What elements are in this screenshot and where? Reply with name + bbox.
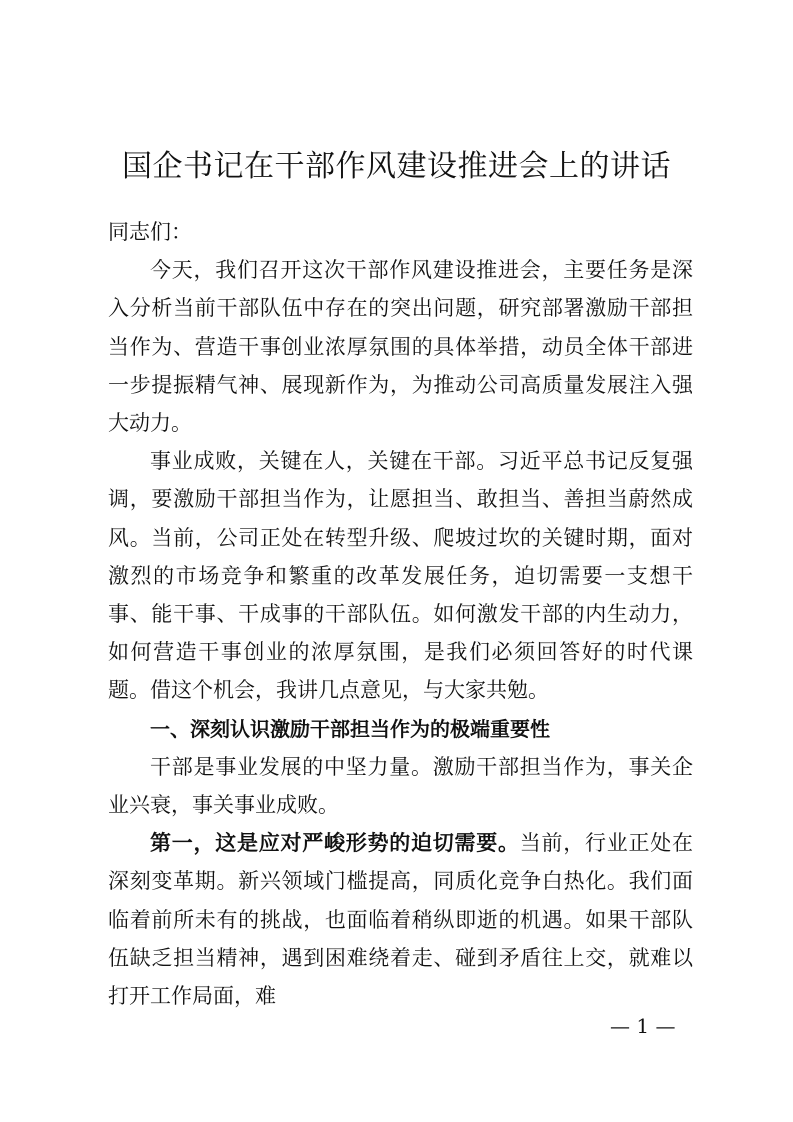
section-heading-1: 一、深刻认识激励干部担当作为的极端重要性 <box>150 716 550 741</box>
document-title: 国企书记在干部作风建设推进会上的讲话 <box>122 149 671 184</box>
page-number: — 1 — <box>610 1014 676 1038</box>
paragraph-first-point <box>108 824 693 1015</box>
first-point-lead: 第一，这是应对严峻形势的迫切需要。 <box>150 830 520 856</box>
paragraph-importance: 干部是事业发展的中坚力量。激励干部担当作为，事关企业兴衰，事关事业成败。 <box>108 754 693 818</box>
salutation: 同志们： <box>108 220 192 244</box>
document-body <box>108 213 693 1015</box>
paragraph-intro: 今天，我们召开这次干部作风建设推进会，主要任务是深入分析当前干部队伍中存在的突出问题，研究部署激励干部担当作为、营造干事创业浓厚氛围的具体举措，动员全体干部进一步提振精气神、展现新作为，为推动公司高质量发展注入强大动力。 <box>108 258 693 436</box>
paragraph-context: 事业成败，关键在人，关键在干部。习近平总书记反复强调，要激励干部担当作为，让愿担当、敢担当、善担当蔚然成风。当前，公司正处在转型升级、爬坡过坎的关键时期，面对激烈的市场竞争和繁重的改革发展任务，迫切需要一支想干事、能干事、干成事的干部队伍。如何激发干部的内生动力，如何营造干事创业的浓厚氛围，是我们必须回答好的时代课题。借这个机会，我讲几点意见，与大家共勉。 <box>108 449 693 703</box>
first-point-text: 当前，行业正处在深刻变革期。新兴领域门槛提高，同质化竞争白热化。我们面临着前所未有的挑战，也面临着稍纵即逝的机遇。如果干部队伍缺乏担当精神，遇到困难绕着走、碰到矛盾往上交，就难以打开工作局面，难 <box>108 831 693 1009</box>
